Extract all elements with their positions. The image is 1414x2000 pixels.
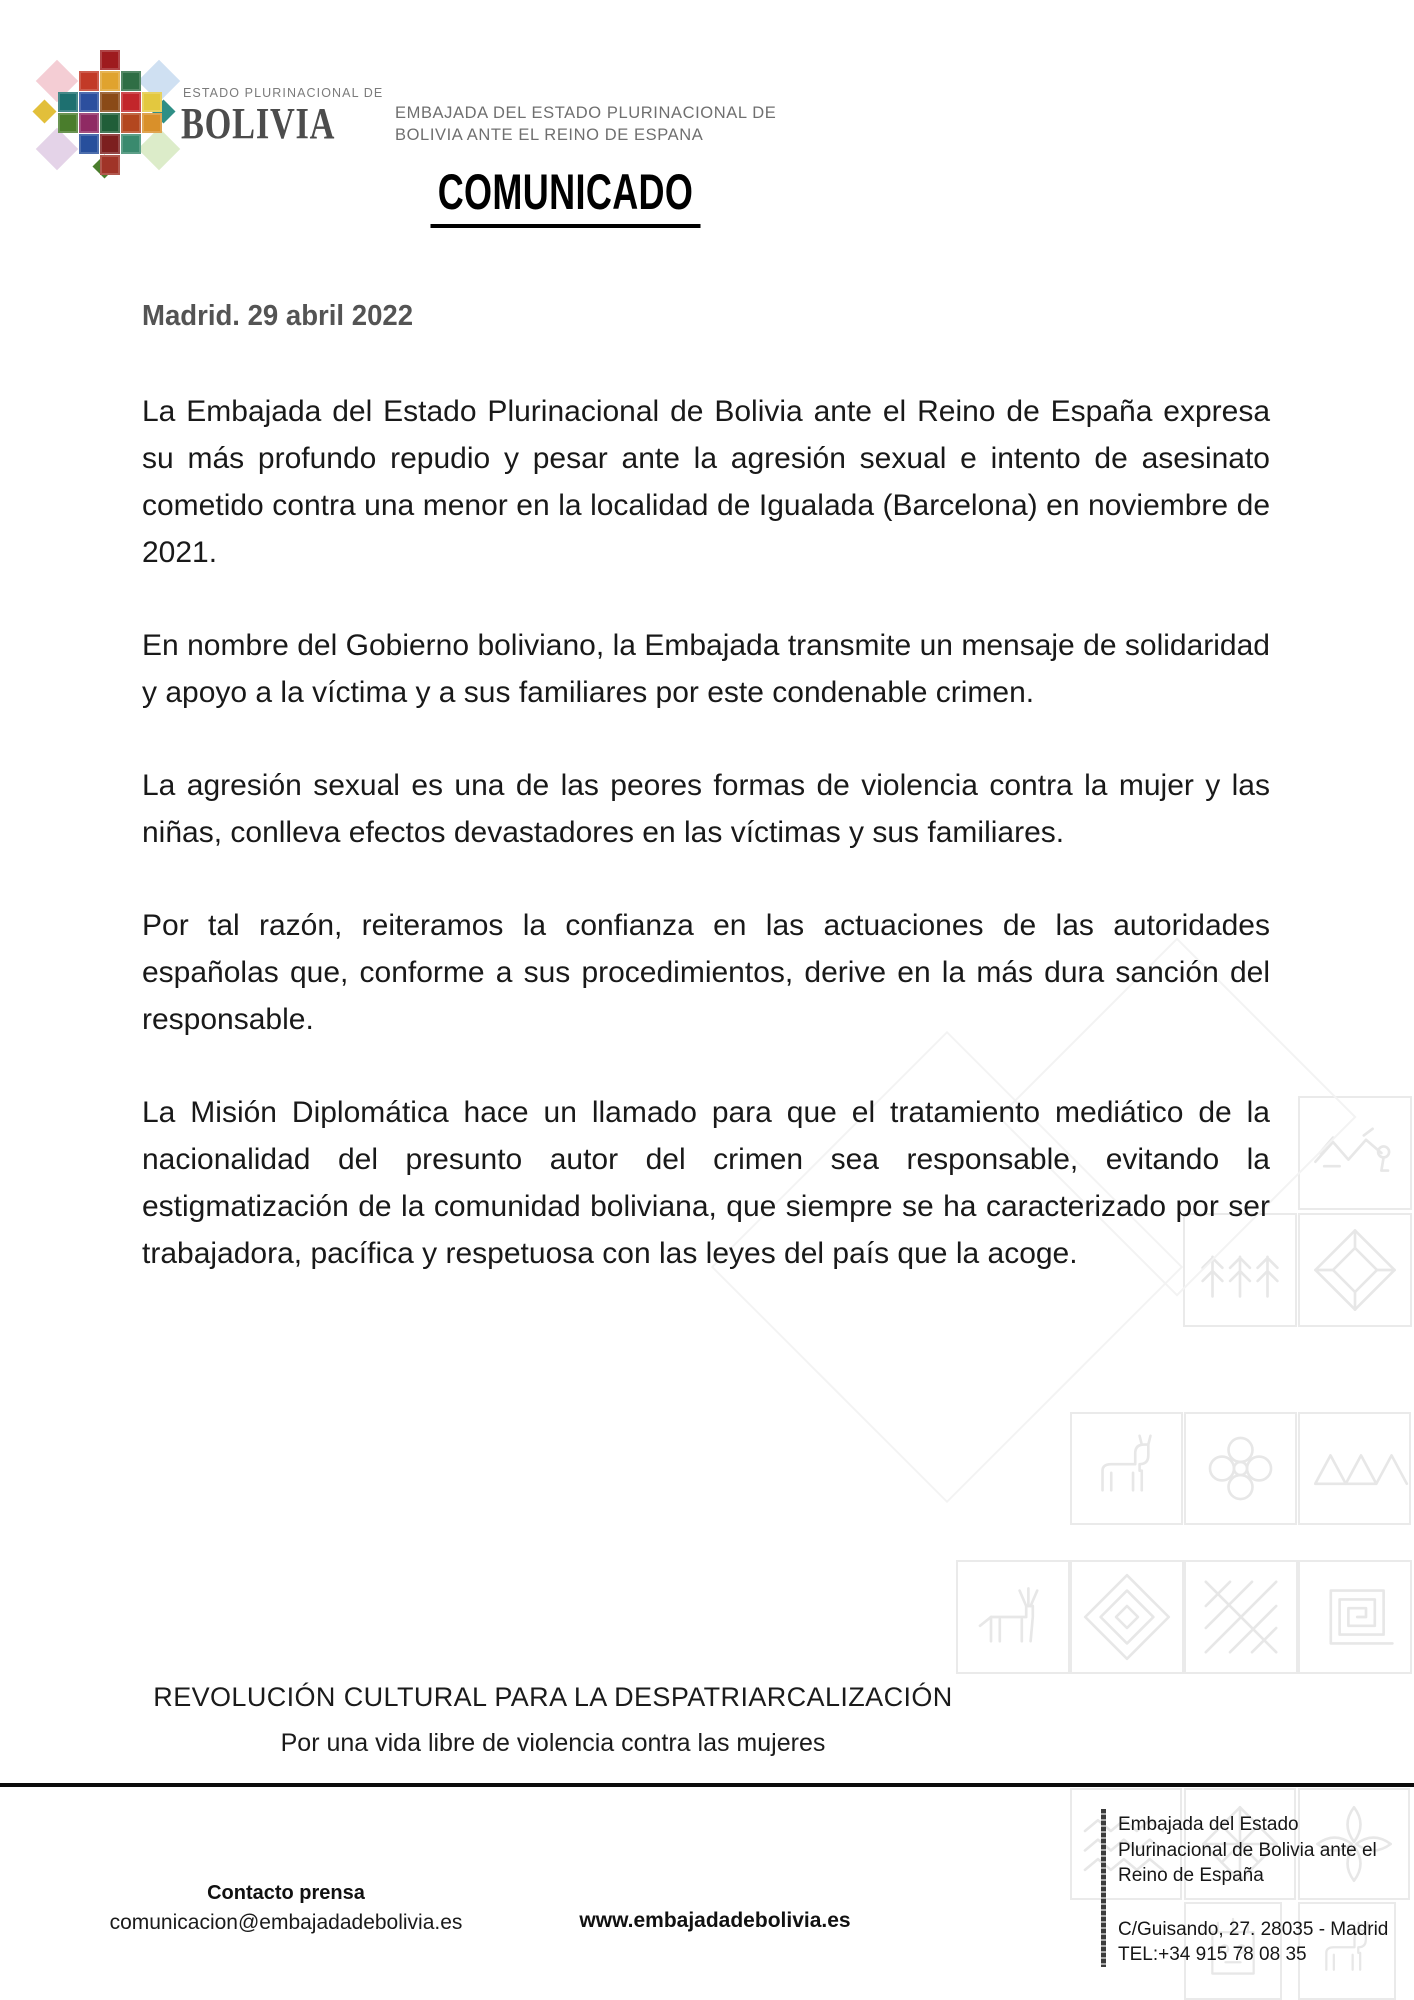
phone-number: TEL:+34 915 78 08 35 [1118,1944,1307,1965]
chakana-mosaic-icon [48,50,174,176]
embassy-name-header [395,102,776,146]
embassy-header-line2: BOLIVIA ANTE EL REINO DE ESPANA [395,126,704,144]
diamond-motif-icon [1070,1560,1184,1674]
dateline: Madrid. 29 abril 2022 [142,300,414,332]
star-motif-icon [1298,1213,1412,1327]
mosaic-tile [142,113,162,133]
slogan-line2: Por una vida libre de violencia contra las mujeres [280,1729,826,1757]
embassy-address-block [1118,1812,1400,1968]
mosaic-tile [121,134,141,154]
embassy-address-line1: Embajada del Estado [1118,1814,1299,1835]
paragraph-4: Por tal razón, reiteramos la confianza en las actuaciones de las autoridades españolas que, conforme a sus procedimientos, derive en la más dura sanción del responsable. [142,909,1270,1036]
flower-motif-icon [1184,1412,1297,1525]
mosaic-tile [58,113,78,133]
spacer [1118,1889,1400,1917]
title-wrap [0,163,1130,228]
embassy-header-line1: EMBAJADA DEL ESTADO PLURINACIONAL DE [395,104,777,122]
mosaic-tile [100,71,120,91]
contact-heading: Contacto prensa [207,1882,365,1904]
mosaic-tile [79,134,99,154]
mosaic-tile [58,92,78,112]
mosaic-tile [100,92,120,112]
mosaic-tile [79,71,99,91]
footer-divider [0,1783,1414,1787]
logo-small-label: ESTADO PLURINACIONAL DE [183,86,384,100]
logo-country-name: BOLIVIA [181,99,336,148]
paragraph-2: En nombre del Gobierno boliviano, la Embajada transmite un mensaje de solidaridad y apoyo a la víctima y a sus familiares por este condenable crimen. [142,629,1270,709]
slogan-line1: REVOLUCIÓN CULTURAL PARA LA DESPATRIARCALIZACIÓN [153,1682,953,1712]
website-link[interactable]: www.embajadadebolivia.es [579,1909,851,1932]
mosaic-tile [121,71,141,91]
spiral-motif-icon [1298,1560,1412,1674]
slogan-block [0,1682,1106,1757]
paragraph-3: La agresión sexual es una de las peores formas de violencia contra la mujer y las niñas, conlleva efectos devastadores en las víctimas y sus familiares. [142,769,1270,849]
hatch-motif-icon [1184,1560,1298,1674]
contact-email[interactable]: comunicacion@embajadadebolivia.es [109,1911,463,1934]
mosaic-tile [100,50,120,70]
document-title: COMUNICADO [430,163,700,228]
mosaic-tile [142,92,162,112]
deer-motif-icon [956,1560,1070,1674]
press-contact-block [36,1882,536,1935]
footer-separator [1101,1809,1106,1967]
mosaic-tile [121,113,141,133]
mosaic-tile [121,92,141,112]
mosaic-tile [79,113,99,133]
llama-motif-icon [1070,1412,1183,1525]
paragraph-1: La Embajada del Estado Plurinacional de Bolivia ante el Reino de España expresa su más profundo repudio y pesar ante la agresión sexual e intento de asesinato cometido contra una menor en la localidad de Igualada (Barcelona) en noviembre de 2021. [142,395,1270,569]
document-body [142,388,1270,1323]
triangles-motif-icon [1298,1412,1411,1525]
street-address: C/Guisando, 27. 28035 - Madrid [1118,1918,1389,1940]
mosaic-tile [79,92,99,112]
mosaic-tile [100,134,120,154]
mosaic-tile [100,113,120,133]
paragraph-5: La Misión Diplomática hace un llamado para que el tratamiento mediático de la nacionalidad del presunto autor del crimen sea responsable, evitando la estigmatización de la comunidad boliviana, que siempre se ha caracterizado por ser trabajadora, pacífica y respetuosa con las leyes del país que la acoge. [142,1096,1270,1270]
embassy-address-line2: Plurinacional de Bolivia ante el [1118,1839,1377,1861]
embassy-address-line3: Reino de España [1118,1865,1264,1886]
